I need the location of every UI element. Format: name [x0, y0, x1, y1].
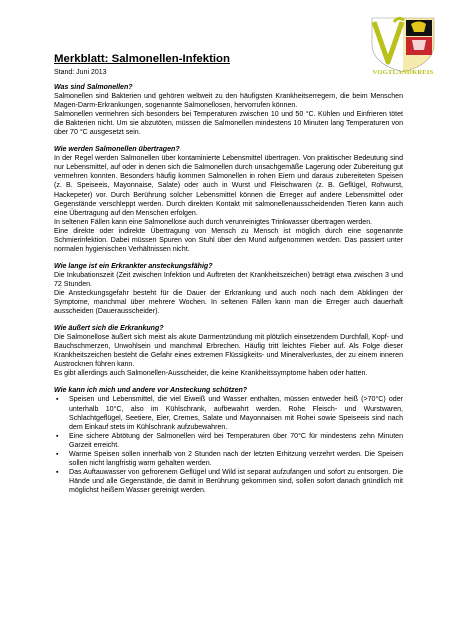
paragraph: Die Ansteckungsgefahr besteht für die Dauer der Erkrankung und auch noch nach dem Abklingen der Symptome, manchmal über mehrere Wochen. In seltenen Fällen kann man die Erreger auch dauerhaft ausscheiden (Dauerausscheider).	[54, 289, 403, 316]
section-heading: Wie äußert sich die Erkrankung?	[54, 325, 164, 333]
section-heading: Wie lange ist ein Erkrankter ansteckungsfähig?	[54, 262, 213, 270]
paragraph: In seltenen Fällen kann eine Salmonellose auch durch verunreinigtes Trinkwasser übertragen werden.	[54, 218, 373, 226]
paragraph: Salmonellen sind Bakterien und gehören weltweit zu den häufigsten Krankheitserregern, die beim Menschen Magen-Darm-Erkrankungen, sogenannte Salmonellosen, hervorrufen können.	[54, 93, 403, 110]
paragraph: In der Regel werden Salmonellen über kontaminierte Lebensmittel übertragen. Von praktischer Bedeutung sind nur Lebensmittel, auf oder in denen sich die Salmonellen durch unsachgemäße Lagerung oder Zubereitung gut vermehren konnten. Besonders häufig kommen Salmonellen in rohen Eiern und daraus zubereiteten Speisen (z. B. Speiseeis, Mayonnaise, Salate) oder auch in Wurst und Fleischwaren (z. B. Geflügel, Rohwurst, Hackepeter) vor. Durch Berührung solcher Lebensmittel können die Erreger auf andere Lebensmittel oder Gegenstände verschleppt werden. Durch direkten Kontakt mit salmonellenausscheidenden Tieren kann auch eine Übertragung auf den Menschen erfolgen.	[54, 155, 403, 217]
protection-list	[54, 395, 403, 495]
paragraph: Es gibt allerdings auch Salmonellen-Ausscheider, die keine Krankheitssymptome haben oder hatten.	[54, 370, 368, 378]
vogtlandkreis-crest-icon	[368, 14, 438, 74]
paragraph: Eine direkte oder indirekte Übertragung von Mensch zu Mensch ist möglich durch eine sogenannte Schmierinfektion. Dabei müssen Spuren von Stuhl über den Mund aufgenommen werden. Das passiert unter normalen hygienischen Verhältnissen nicht.	[54, 227, 403, 253]
paragraph: Die Salmonellose äußert sich meist als akute Darmentzündung mit plötzlich einsetzendem Durchfall, Kopf- und Bauchschmerzen, Unwohlsein und manchmal Erbrechen. Häufig tritt leichtes Fieber auf. Als Folge dieser Krankheitszeichen besteht die Gefahr eines extremen Flüssigkeits- und Mineralverlustes, der zu einem inneren Austrocknen führen kann.	[54, 334, 403, 369]
date-stamp: Stand: Juni 2013	[54, 69, 107, 76]
list-item: ▪ Das Auftauwasser von gefrorenem Geflügel und Wild ist separat aufzufangen und sofort zu entsorgen. Die Hände und alle Gegenstände, die damit in Berührung gekommen sind, sollen sofort danach gründlich mit möglichst heißem Wasser gereinigt werden.	[54, 468, 403, 495]
list-item: ▪ Eine sichere Abtötung der Salmonellen wird bei Temperaturen über 70°C für mindestens zehn Minuten Garzeit erreicht.	[54, 432, 403, 450]
section-heading: Was sind Salmonellen?	[54, 84, 133, 91]
list-item: ▪ Warme Speisen sollen innerhalb von 2 Stunden nach der letzten Erhitzung verzehrt werden. Die Speisen sollen nicht langfristig warm gehalten werden.	[54, 450, 403, 468]
section-heading: Wie werden Salmonellen übertragen?	[54, 146, 180, 154]
list-item: ▪ Speisen und Lebensmittel, die viel Eiweiß und Wasser enthalten, müssen entweder heiß (>70°C) oder unterhalb 10°C, also im Kühlschrank, aufbewahrt werden. Rohe Fleisch- und Wurstwaren, Schlachtgeflügel, Seetiere, Eier, Cremes, Salate und Mayonnaisen mit Rohei sowie Speiseeis sind nach dem Einkauf stets im Kühlschrank aufzubewahren.	[54, 395, 403, 431]
paragraph: Die Inkubationszeit (Zeit zwischen Infektion und Auftreten der Krankheitszeichen) beträgt etwa zwischen 3 und 72 Stunden.	[54, 271, 403, 288]
crest-label: VOGTLANDKREIS	[372, 69, 434, 76]
document-body	[54, 83, 403, 495]
paragraph: Salmonellen vermehren sich besonders bei Temperaturen zwischen 10 und 50 °C. Kühlen und Einfrieren tötet die Bakterien nicht. Um sie abzutöten, müssen die Salmonellen mindestens 10 Minuten lang Temperaturen von über 70 °C ausgesetzt sein.	[54, 111, 403, 137]
section-heading: Wie kann ich mich und andere vor Ansteckung schützen?	[54, 387, 248, 395]
page-title: Merkblatt: Salmonellen-Infektion	[54, 53, 230, 65]
